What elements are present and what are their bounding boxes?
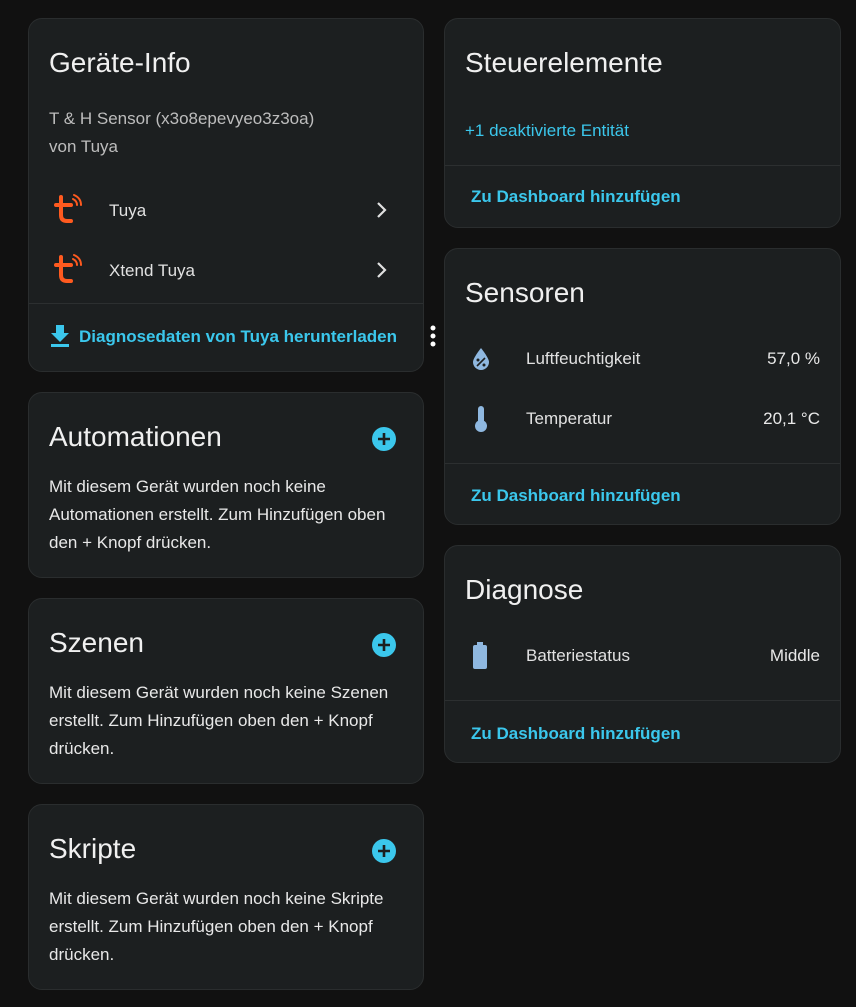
integration-item-xtend-tuya[interactable] [29, 241, 423, 297]
chevron-right-icon [375, 201, 389, 219]
automations-empty-text: Mit diesem Gerät wurden noch keine Automationen erstellt. Zum Hinzufügen oben den + Knopf drücken. [49, 477, 386, 552]
controls-card [444, 18, 841, 228]
add-scene-button[interactable] [371, 632, 397, 658]
scripts-card [28, 804, 424, 990]
divider [445, 700, 840, 701]
diagnostic-label: Batteriestatus [526, 646, 630, 665]
sensor-label: Temperatur [526, 409, 612, 428]
diagnostics-card [444, 545, 841, 763]
download-diagnostics-label: Diagnosedaten von Tuya herunterladen [79, 327, 398, 346]
humidity-icon [471, 347, 491, 371]
diagnostic-value: Middle [769, 646, 820, 665]
scenes-title: Szenen [49, 627, 144, 658]
controls-title: Steuerelemente [465, 47, 663, 78]
integration-label: Xtend Tuya [109, 261, 196, 280]
download-icon [49, 323, 71, 347]
disabled-entities-link[interactable]: +1 deaktivierte Entität [465, 121, 629, 140]
sensor-row-temperature[interactable] [445, 393, 840, 445]
integration-label: Tuya [109, 201, 147, 220]
add-to-dashboard-button[interactable]: Zu Dashboard hinzufügen [471, 724, 681, 743]
scripts-title: Skripte [49, 833, 137, 864]
sensor-value: 57,0 % [767, 349, 820, 368]
integration-item-tuya[interactable] [29, 181, 423, 237]
add-script-button[interactable] [371, 838, 397, 864]
add-automation-button[interactable] [371, 426, 397, 452]
device-manufacturer: von Tuya [49, 137, 118, 156]
divider [445, 165, 840, 166]
battery-icon [472, 642, 488, 670]
device-info-title: Geräte-Info [49, 47, 191, 78]
diagnostic-row-battery[interactable] [445, 630, 840, 682]
thermometer-icon [473, 405, 489, 433]
add-to-dashboard-button[interactable]: Zu Dashboard hinzufügen [471, 486, 681, 505]
diagnostics-title: Diagnose [465, 574, 584, 605]
divider [29, 303, 423, 304]
download-diagnostics-button[interactable] [47, 319, 397, 355]
automations-title: Automationen [49, 421, 222, 452]
dots-vertical-icon [426, 322, 440, 350]
sensors-title: Sensoren [465, 277, 585, 308]
scenes-card [28, 598, 424, 784]
divider [445, 463, 840, 464]
sensor-row-humidity[interactable] [445, 333, 840, 385]
sensors-card [444, 248, 841, 525]
scenes-empty-text: Mit diesem Gerät wurden noch keine Szenen erstellt. Zum Hinzufügen oben den + Knopf drücken. [49, 683, 389, 758]
sensor-value: 20,1 °C [763, 409, 820, 428]
scripts-empty-text: Mit diesem Gerät wurden noch keine Skripte erstellt. Zum Hinzufügen oben den + Knopf drücken. [49, 889, 384, 964]
more-options-button[interactable] [426, 322, 440, 350]
tuya-logo-icon [53, 253, 85, 287]
add-to-dashboard-button[interactable]: Zu Dashboard hinzufügen [471, 187, 681, 206]
automations-card [28, 392, 424, 578]
sensor-label: Luftfeuchtigkeit [526, 349, 641, 368]
device-model: T & H Sensor (x3o8epevyeo3z3oa) [49, 109, 315, 128]
device-info-card [28, 18, 424, 372]
tuya-logo-icon [53, 193, 85, 227]
chevron-right-icon [375, 261, 389, 279]
